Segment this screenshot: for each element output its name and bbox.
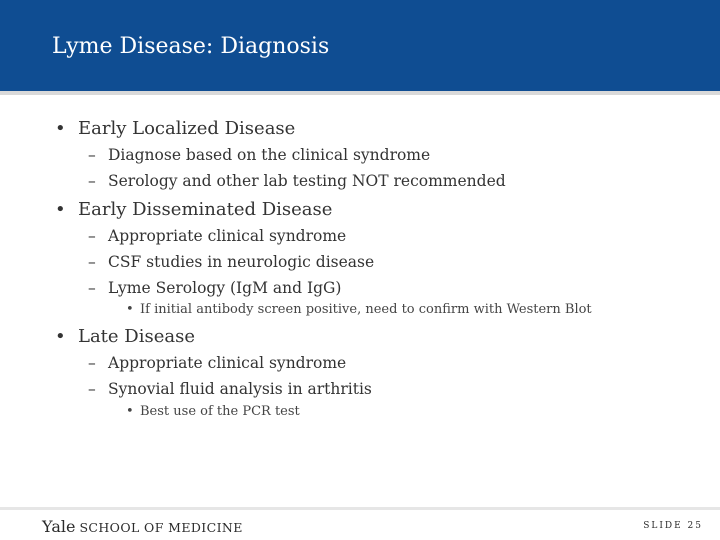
logo-school-text: SCHOOL OF MEDICINE [79,520,243,535]
level1-bullet: • [55,118,66,139]
level2-dash: – [88,354,96,372]
slide-title: Lyme Disease: Diagnosis [52,34,330,59]
section-heading: Early Disseminated Disease [78,199,333,220]
level2-dash: – [88,227,96,245]
level3-bullet: • [126,404,134,419]
level1-bullet: • [55,326,66,347]
level2-dash: – [88,172,96,190]
list-item: Diagnose based on the clinical syndrome [108,146,431,164]
level2-dash: – [88,279,96,297]
logo-yale-text: Yale [42,517,76,536]
sub-list-item: Best use of the PCR test [140,404,300,419]
list-item: Appropriate clinical syndrome [108,354,347,372]
list-item: Serology and other lab testing NOT recommended [108,172,506,190]
list-item: CSF studies in neurologic disease [108,253,375,271]
level2-dash: – [88,253,96,271]
section-heading: Early Localized Disease [78,118,296,139]
level2-dash: – [88,380,96,398]
slide-number: SLIDE 25 [643,521,703,531]
footer-divider [0,507,720,510]
list-item: Appropriate clinical syndrome [108,227,347,245]
list-item: Lyme Serology (IgM and IgG) [108,279,342,297]
level3-bullet: • [126,302,134,317]
level2-dash: – [88,146,96,164]
yale-logo [42,517,243,536]
list-item: Synovial fluid analysis in arthritis [108,380,372,398]
level1-bullet: • [55,199,66,220]
sub-list-item: If initial antibody screen positive, need to confirm with Western Blot [140,302,592,317]
section-heading: Late Disease [78,326,195,347]
